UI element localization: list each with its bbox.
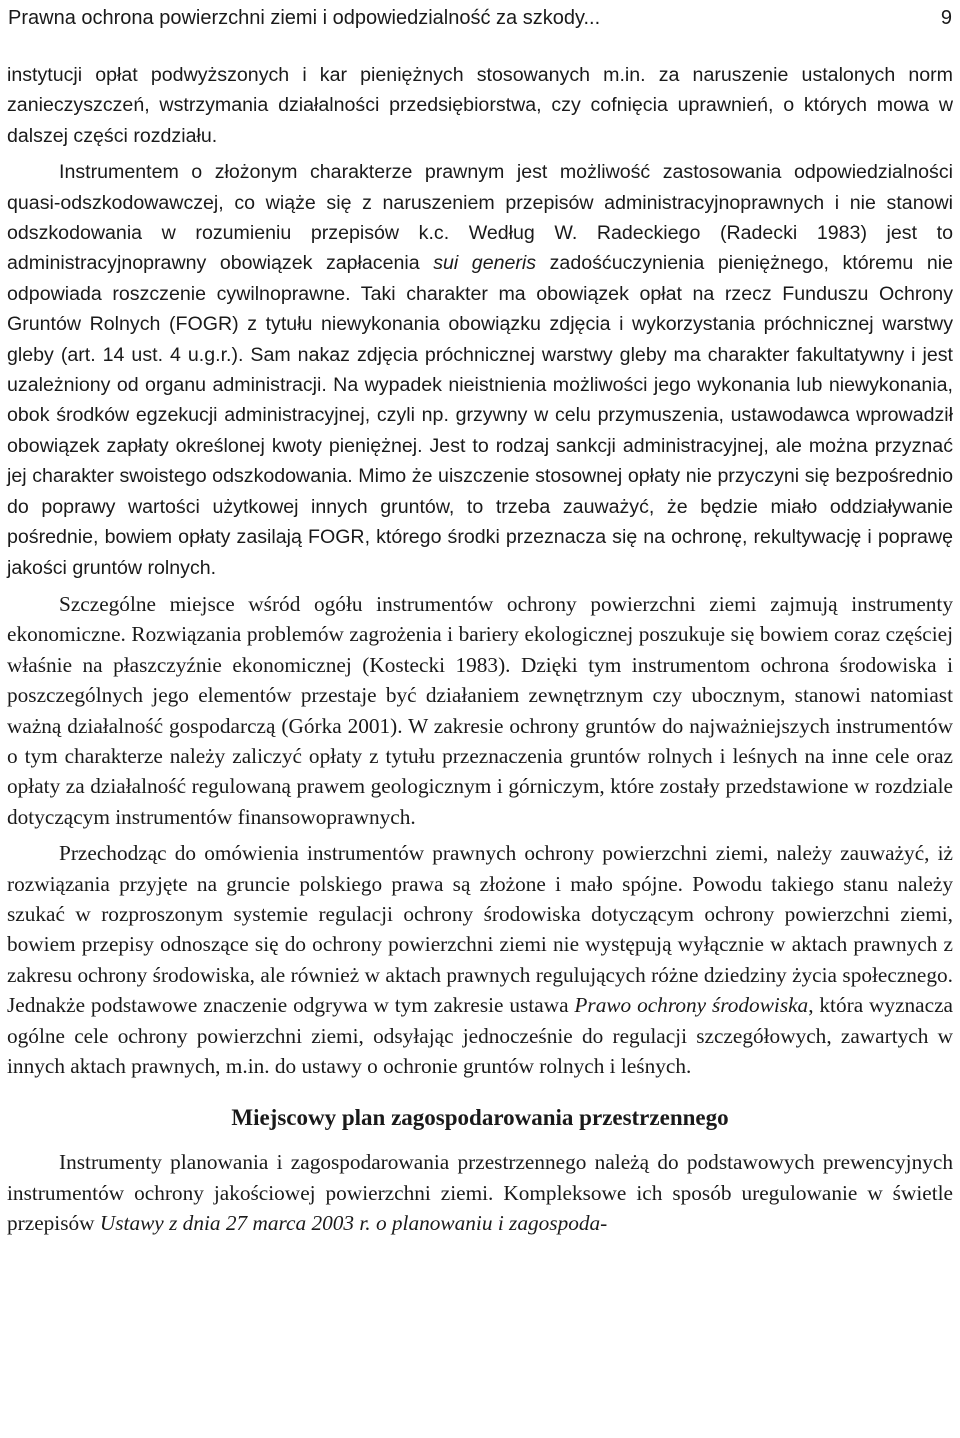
body-text xyxy=(7,60,953,1239)
page-number: 9 xyxy=(940,7,952,29)
paragraph-instrumenty-prawne xyxy=(7,838,953,1081)
paragraph-text: Instrumentem o złożonym charakterze prawnym jest możliwość zastosowania odpowiedzialności quasi-odszkodowawczej, co wiąże się z naruszeniem przepisów administracyjnoprawnych i nie stanowi odszkodowania w rozumieniu przepisów k.c. Według W. Radeckiego (Radecki 1983) jest to administracyjnoprawny obowiązek zapłacenia xyxy=(7,161,953,275)
italic-act-title: Ustawy z dnia 27 marca 2003 r. o planowaniu i zagospoda- xyxy=(99,1211,608,1236)
italic-term: sui generis xyxy=(433,252,537,275)
running-head-title: Prawna ochrona powierzchni ziemi i odpowiedzialność za szkody... xyxy=(8,7,601,29)
paragraph-quasi-odszkodowawcza xyxy=(7,157,953,583)
paragraph-planowanie xyxy=(7,1147,953,1238)
paragraph-continuation: instytucji opłat podwyższonych i kar pieniężnych stosowanych m.in. za naruszenie ustalonych norm zanieczyszczeń, wstrzymania działalności przedsiębiorstwa, czy cofnięcia uprawnień, o których mowa w dalszej części rozdziału. xyxy=(7,64,953,147)
running-head xyxy=(8,2,952,34)
paragraph-text: , która wyznacza ogólne cele ochrony powierzchni ziemi, odsyłając jednocześnie do regulacji szczegółowych, zawartych w innych aktach prawnych, m.in. do ustawy o ochronie gruntów rolnych i leśnych. xyxy=(7,993,953,1078)
section-heading: Miejscowy plan zagospodarowania przestrzennego xyxy=(231,1105,729,1131)
paragraph-text: Przechodząc do omówienia instrumentów prawnych ochrony powierzchni ziemi, należy zauważyć, iż rozwiązania przyjęte na gruncie polskiego prawa są złożone i mało spójne. Powodu takiego stanu należy szukać w rozproszonym systemie regulacji ochrony środowiska dotyczącym ochrony powierzchni ziemi, bowiem przepisy odnoszące się do ochrony powierzchni ziemi nie występują wyłącznie w aktach prawnych z zakresu ochrony środowiska, ale również w aktach prawnych regulujących różne dziedziny życia społecznego. Jednakże podstawowe znaczenie odgrywa w tym zakresie ustawa xyxy=(7,841,953,1018)
italic-act-title: Prawo ochrony środowiska xyxy=(574,993,809,1018)
paragraph-text: zadośćuczynienia pieniężnego, któremu nie odpowiada roszczenie cywilnoprawne. Taki charakter ma obowiązek opłat na rzecz Funduszu Ochrony Gruntów Rolnych (FOGR) z tytułu niewykonania obowiązku zdjęcia i wykorzystania próchnicznej warstwy gleby (art. 14 ust. 4 u.g.r.). Sam nakaz zdjęcia próchnicznej warstwy gleby ma charakter fakultatywny i jest uzależniony od organu administracji. Na wypadek nieistnienia możliwości jego wykonania lub niewykonania, obok środków egzekucji administracyjnej, czyli np. grzywny w celu przymuszenia, ustawodawca wprowadził obowiązek zapłaty określonej kwoty pieniężnej. Jest to rodzaj sankcji administracyjnej, ale można przyznać jej charakter swoistego odszkodowania. Mimo że uiszczenie stosownej opłaty nie przyczyni się bezpośrednio do poprawy wartości użytkowej innych gruntów, to trzeba zauważyć, że będzie miało oddziaływanie pośrednie, bowiem opłaty zasilają FOGR, którego środki przeznacza się na ochronę, rekultywację i poprawę jakości gruntów rolnych. xyxy=(7,252,953,579)
paragraph-text: Instrumenty planowania i zagospodarowania przestrzennego należą do podstawowych prewencyjnych instrumentów ochrony jakościowej powierzchni ziemi. Kompleksowe ich sposób uregulowanie w świetle przepisów xyxy=(7,1150,953,1236)
paragraph-instrumenty-ekonomiczne: Szczególne miejsce wśród ogółu instrumentów ochrony powierzchni ziemi zajmują instrumenty ekonomiczne. Rozwiązania problemów zagrożenia i bariery ekologicznej poszukuje się bowiem coraz częściej właśnie na płaszczyźnie ekonomicznej (Kostecki 1983). Dzięki tym instrumentom ochrona środowiska i poszczególnych jego elementów przestaje być działaniem zewnętrznym czy ubocznym, stanowi natomiast ważną działalność gospodarczą (Górka 2001). W zakresie ochrony gruntów do najważniejszych instrumentów o tym charakterze należy zaliczyć opłaty z tytułu przeznaczenia gruntów rolnych i leśnych na inne cele oraz opłaty za działalność regulowaną prawem geologicznym i górniczym, które zostały przedstawione w rozdziale dotyczącym instrumentów finansowoprawnych. xyxy=(7,591,953,829)
